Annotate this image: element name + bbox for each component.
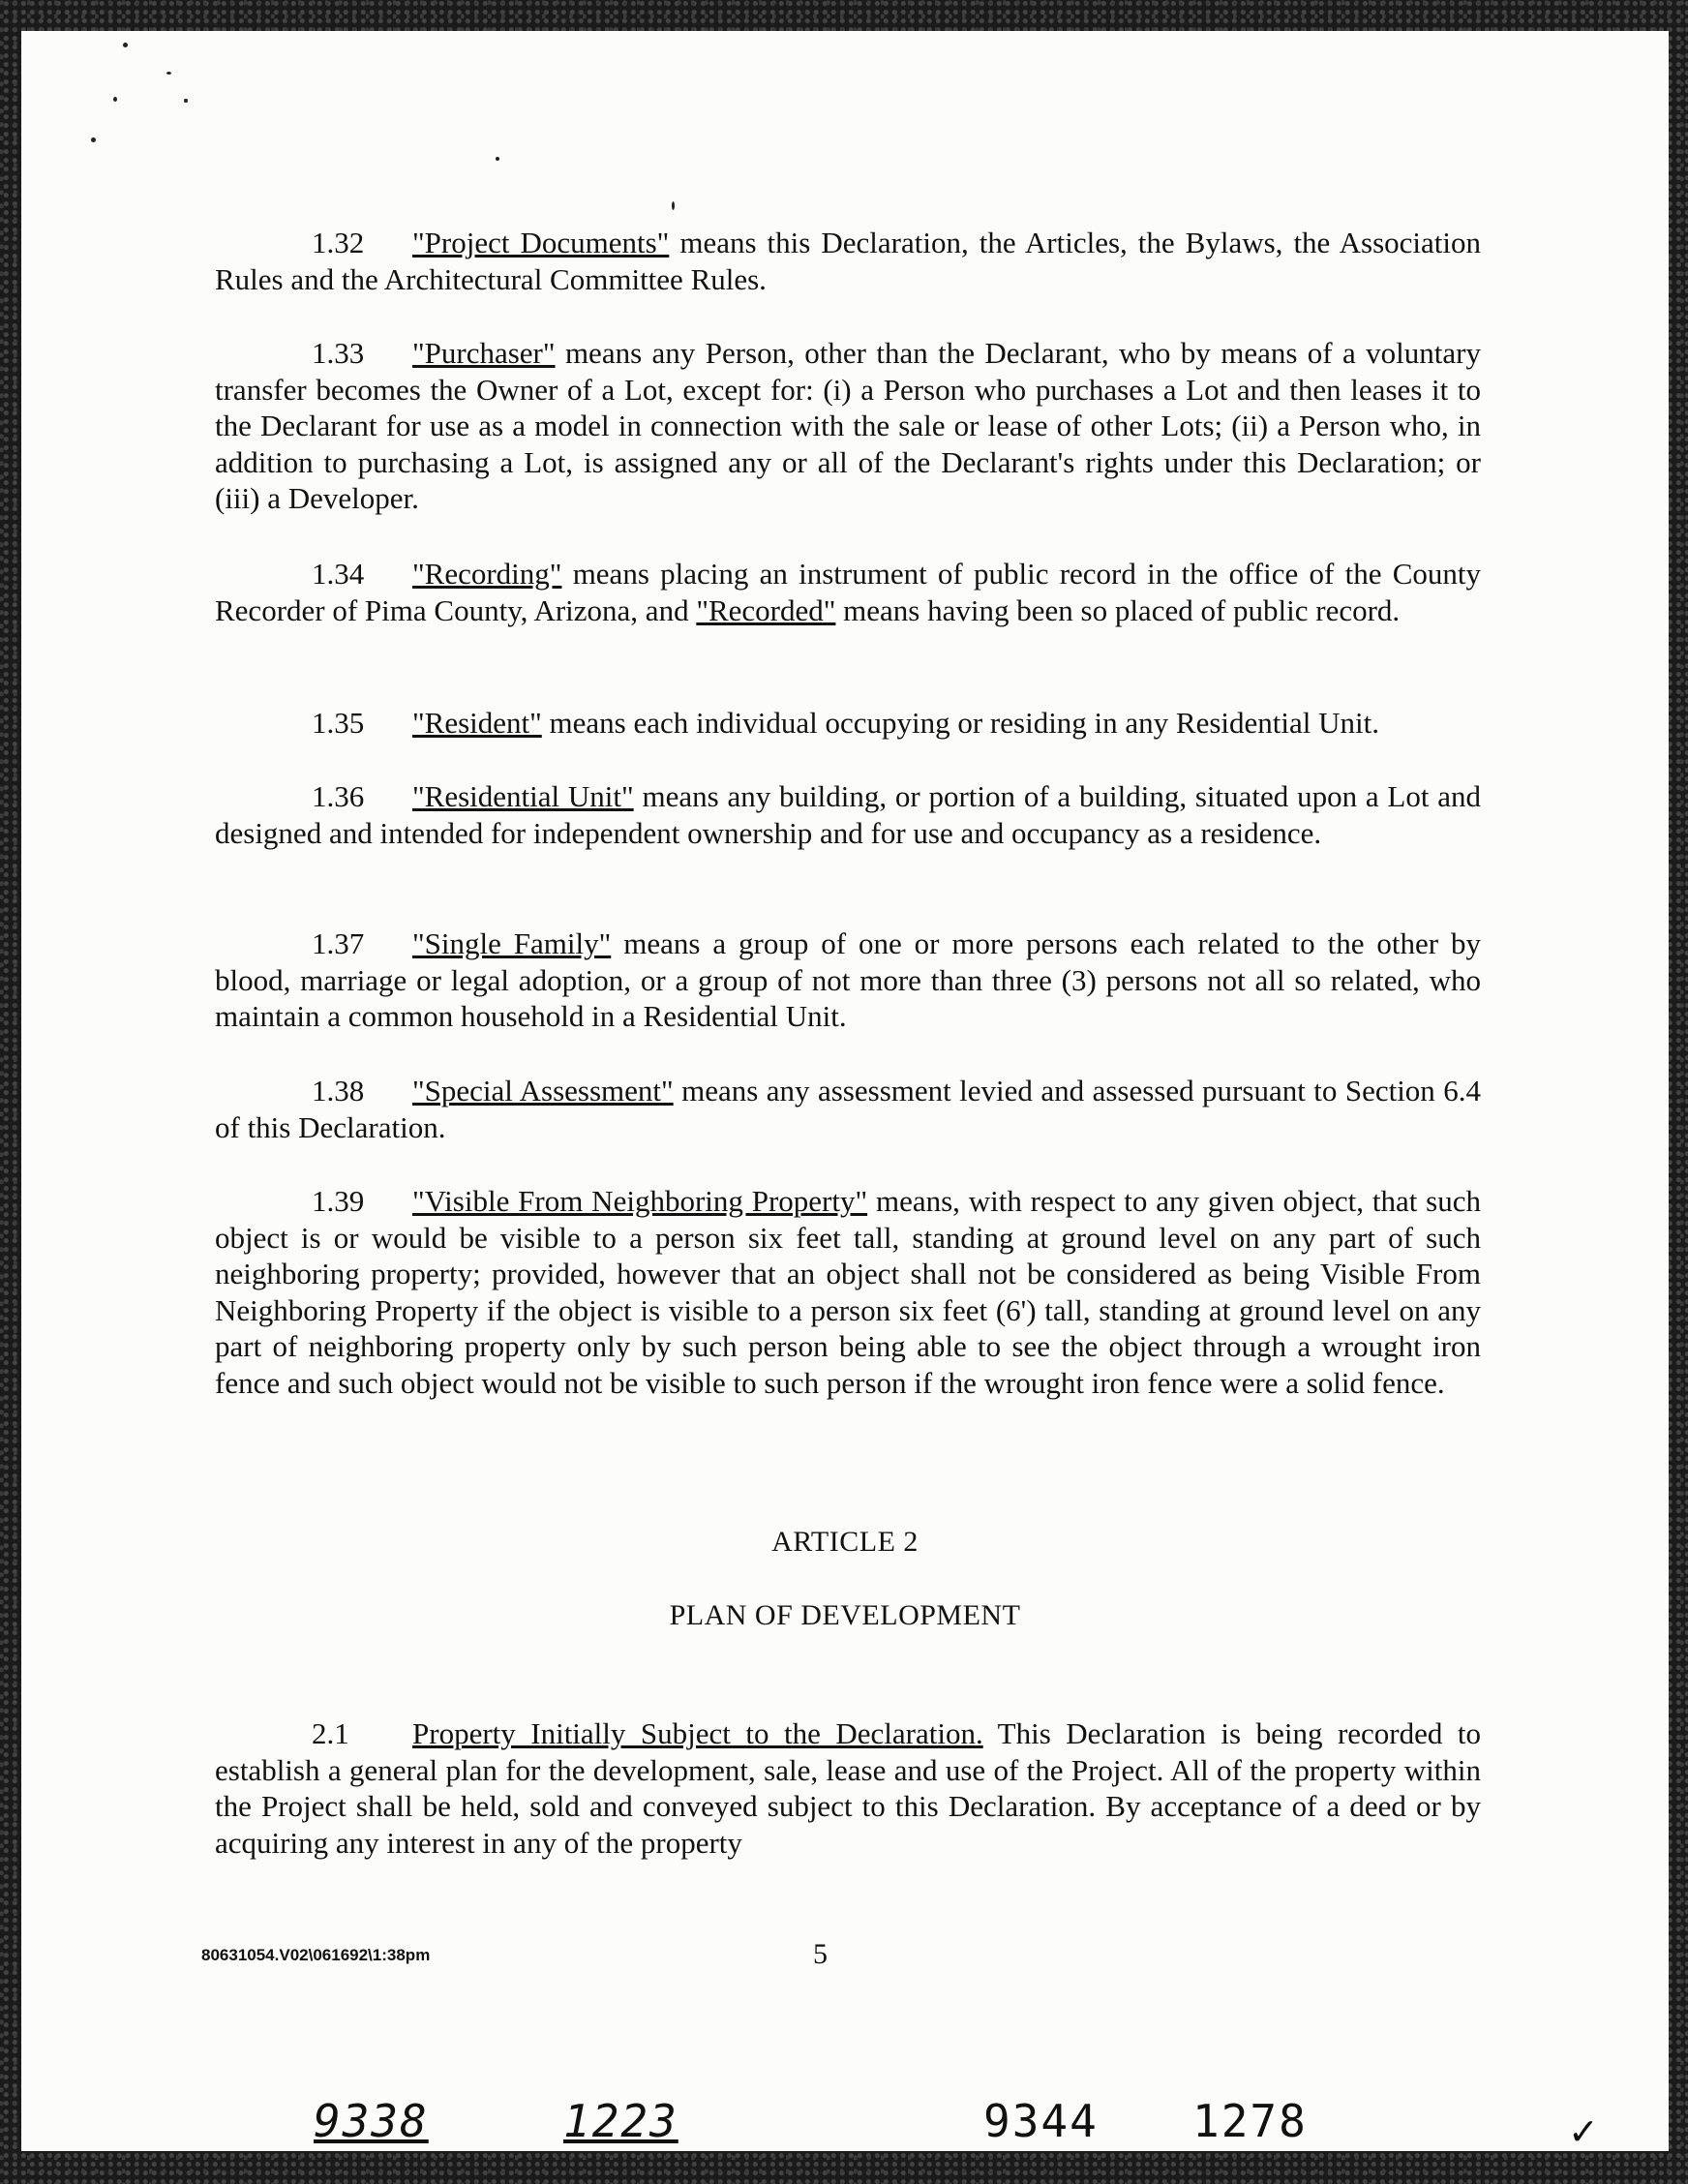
section-1-39 — [215, 1183, 1481, 1401]
recording-stamp-left-a: 9338 — [314, 2095, 429, 2147]
section-text: means each individual occupying or residing in any Residential Unit. — [541, 706, 1380, 740]
article-subtitle: PLAN OF DEVELOPMENT — [669, 1599, 1021, 1631]
page-number: 5 — [813, 1938, 828, 1970]
section-text: means a group of one or more persons each related to the other by blood, marriage or legal adoption, or a group of not more than three (3) persons not all so related, who maintain a common household in a Residential Unit. — [215, 926, 1482, 1033]
scan-speck — [91, 137, 96, 142]
section-1-35 — [215, 705, 1481, 742]
defined-term: "Purchaser" — [412, 336, 556, 370]
section-heading: Property Initially Subject to the Declaration. — [412, 1716, 983, 1750]
document-page — [21, 31, 1669, 2151]
scan-speck — [496, 157, 499, 161]
section-number: 1.33 — [312, 336, 365, 370]
section-number: 1.38 — [312, 1074, 365, 1107]
section-1-32 — [215, 225, 1481, 297]
recording-stamp-left-b: 1223 — [563, 2095, 678, 2147]
scan-speck — [166, 72, 171, 75]
defined-term-recorded: "Recorded" — [696, 592, 836, 627]
section-text: means this Declaration, the Articles, the Bylaws, the Association Rules and the Architectural Committee Rules. — [215, 226, 1481, 296]
section-text: means any building, or portion of a building, situated upon a Lot and designed and intended for independent ownership and for use and occupancy as a residence. — [215, 779, 1481, 850]
scan-speck — [113, 97, 117, 102]
section-1-36 — [215, 778, 1481, 851]
defined-term: "Special Assessment" — [412, 1074, 674, 1107]
recording-stamp-right-b: 1278 — [1192, 2095, 1308, 2147]
defined-term: "Recording" — [412, 557, 562, 591]
document-code: 80631054.V02\061692\1:38pm — [201, 1946, 431, 1964]
section-text: means placing an instrument of public record in the office of the County Recorder of Pima County, Arizona, and — [215, 557, 1481, 627]
section-number: 1.37 — [312, 926, 365, 960]
section-number: 1.35 — [312, 706, 365, 740]
section-text: means any assessment levied and assessed pursuant to Section 6.4 of this Declaration. — [215, 1074, 1482, 1144]
defined-term: "Resident" — [412, 706, 542, 740]
recording-stamp-right-a: 9344 — [983, 2095, 1099, 2147]
section-number: 1.39 — [312, 1184, 365, 1218]
section-1-34 — [215, 556, 1481, 628]
defined-term: "Project Documents" — [412, 226, 670, 259]
section-text: means having been so placed of public record. — [835, 592, 1401, 627]
section-number: 1.36 — [312, 779, 365, 813]
section-1-38 — [215, 1073, 1481, 1145]
defined-term: "Single Family" — [412, 926, 612, 960]
section-1-33 — [215, 335, 1481, 517]
check-mark-icon: ✓ — [1568, 2110, 1599, 2153]
section-number: 1.34 — [312, 557, 365, 591]
section-2-1 — [215, 1715, 1481, 1861]
defined-term: "Residential Unit" — [412, 779, 634, 813]
section-1-37 — [215, 925, 1481, 1035]
section-text: means, with respect to any given object, that such object is or would be visible to a person six feet tall, standing at ground level on any part of such neighboring property; provided, however that an object shall not be considered as being Visible From Neighboring Property if the object is visible to a person six feet (6') tall, standing at ground level on any part of neighboring property only by such person being able to see the object through a wrought iron fence and such object would not be visible to such person if the wrought iron fence were a solid fence. — [215, 1184, 1481, 1400]
scan-speck — [184, 99, 188, 103]
scan-speck — [672, 201, 675, 210]
section-number: 1.32 — [312, 226, 365, 259]
section-number: 2.1 — [312, 1716, 349, 1750]
section-text: means any Person, other than the Declarant, who by means of a voluntary transfer becomes the Owner of a Lot, except for: (i) a Person who purchases a Lot and then leases it to the Declarant for use as a model in connection with the sale or lease of other Lots; (ii) a Person who, in addition to purchasing a Lot, is assigned any or all of the Declarant's rights under this Declaration; or (iii) a Developer. — [215, 336, 1481, 515]
scan-speck — [123, 43, 128, 47]
article-title: ARTICLE 2 — [771, 1526, 919, 1558]
defined-term: "Visible From Neighboring Property" — [412, 1184, 868, 1218]
section-text: This Declaration is being recorded to establish a general plan for the development, sale, lease and use of the Project. All of the property within the Project shall be held, sold and conveyed subject to this Declaration. By acceptance of a deed or by acquiring any interest in any of the property — [215, 1716, 1481, 1860]
